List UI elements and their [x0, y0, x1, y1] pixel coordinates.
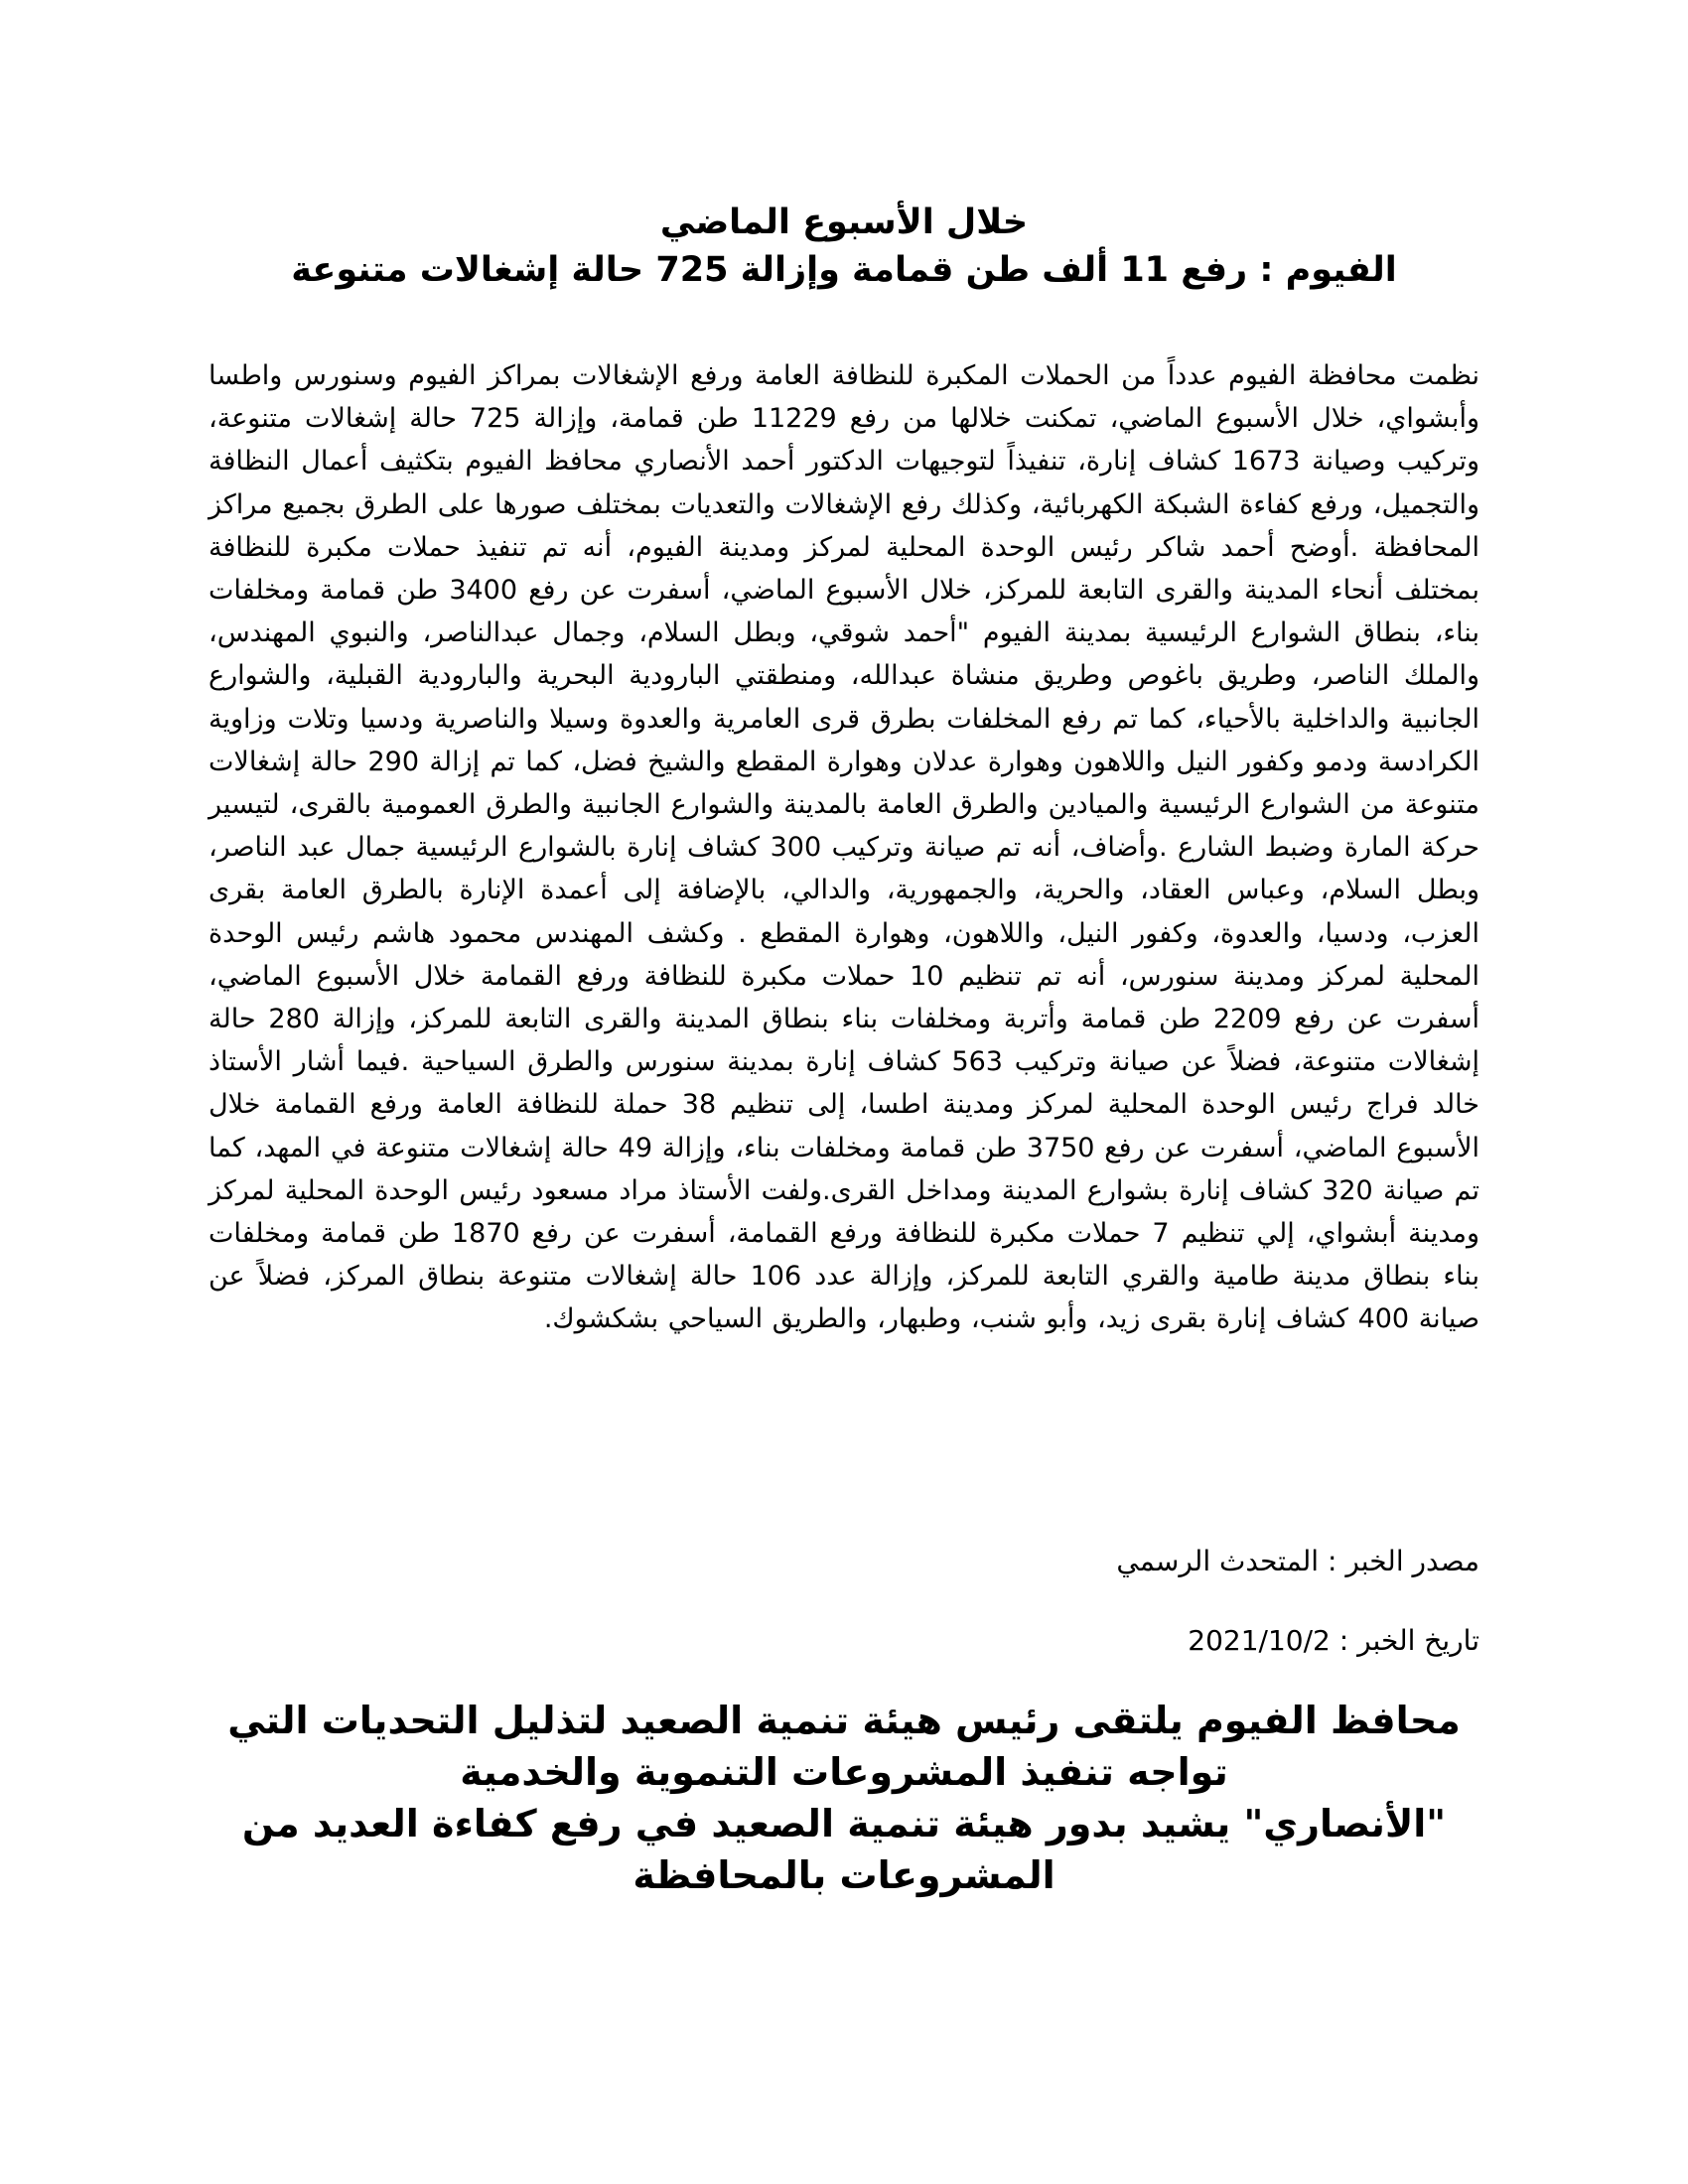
article-body: نظمت محافظة الفيوم عدداً من الحملات المكبرة للنظافة العامة ورفع الإشغالات بمراكز الفيوم وسنورس واطسا وأبشواي، خلال الأسبوع الماضي، تمكنت خلالها من رفع 11229 طن قمامة، وإزالة 725 حالة إشغالات متنوعة، وتركيب وصيانة 1673 كشاف إنارة، تنفيذاً لتوجيهات الدكتور أحمد الأنصاري محافظ الفيوم بتكثيف أعمال النظافة والتجميل، ورفع كفاءة الشبكة الكهربائية، وكذلك رفع الإشغالات والتعديات بمختلف صورها على الطرق بجميع مراكز المحافظة .أوضح أحمد شاكر رئيس الوحدة المحلية لمركز ومدينة الفيوم، أنه تم تنفيذ حملات مكبرة للنظافة بمختلف أنحاء المدينة والقرى التابعة للمركز، خلال الأسبوع الماضي، أسفرت عن رفع 3400 طن قمامة ومخلفات بناء، بنطاق الشوارع الرئيسية بمدينة الفيوم "أحمد شوقي، وبطل السلام، وجمال عبدالناصر، والنبوي المهندس، والملك الناصر، وطريق باغوص وطريق منشاة عبدالله، ومنطقتي البارودية البحرية والبارودية القبلية، والشوارع الجانبية والداخلية بالأحياء، كما تم رفع المخلفات بطرق قرى العامرية والعدوة وسيلا والناصرية ودسيا وتلات وزاوية الكرادسة ودمو وكفور النيل واللاهون وهوارة عدلان وهوارة المقطع والشيخ فضل، كما تم إزالة 290 حالة إشغالات متنوعة من الشوارع الرئيسية والميادين والطرق العامة بالمدينة والشوارع الجانبية والطرق العمومية بالقرى، لتيسير حركة المارة وضبط الشارع .وأضاف، أنه تم صيانة وتركيب 300 كشاف إنارة بالشوارع الرئيسية جمال عبد الناصر، وبطل السلام، وعباس العقاد، والحرية، والجمهورية، والدالي، بالإضافة إلى أعمدة الإنارة بالطرق العامة بقرى العزب، ودسيا، والعدوة، وكفور النيل، واللاهون، وهوارة المقطع . وكشف المهندس محمود هاشم رئيس الوحدة المحلية لمركز ومدينة سنورس، أنه تم تنظيم 10 حملات مكبرة للنظافة ورفع القمامة خلال الأسبوع الماضي، أسفرت عن رفع 2209 طن قمامة وأتربة ومخلفات بناء بنطاق المدينة والقرى التابعة للمركز، وإزالة 280 حالة إشغالات متنوعة، فضلاً عن صيانة وتركيب 563 كشاف إنارة بمدينة سنورس والطرق السياحية .فيما أشار الأستاذ خالد فراج رئيس الوحدة المحلية لمركز ومدينة اطسا، إلى تنظيم 38 حملة للنظافة العامة ورفع القمامة خلال الأسبوع الماضي، أسفرت عن رفع 3750 طن قمامة ومخلفات بناء، وإزالة 49 حالة إشغالات متنوعة في المهد، كما تم صيانة 320 كشاف إنارة بشوارع المدينة ومداخل القرى.ولفت الأستاذ مراد مسعود رئيس الوحدة المحلية لمركز ومدينة أبشواي، إلي تنظيم 7 حملات مكبرة للنظافة ورفع القمامة، أسفرت عن رفع 1870 طن قمامة ومخلفات بناء بنطاق مدينة طامية والقري التابعة للمركز، وإزالة عدد 106 حالة إشغالات متنوعة بنطاق المركز، فضلاً عن صيانة 400 كشاف إنارة بقرى زيد، وأبو شنب، وطبهار، والطريق السياحي بشكشوك.	[209, 360, 1479, 1335]
article-headline	[228, 199, 1460, 294]
headline-kicker: خلال الأسبوع الماضي	[659, 203, 1029, 242]
headline-title: الفيوم : رفع 11 ألف طن قمامة وإزالة 725 حالة إشغالات متنوعة	[291, 250, 1397, 290]
news-date: تاريخ الخبر : 2021/10/2	[1188, 1624, 1479, 1657]
second-article-headline	[199, 1695, 1489, 1901]
second-headline-subtitle: "الأنصاري" يشيد بدور هيئة تنمية الصعيد في رفع كفاءة العديد من المشروعات بالمحافظة	[241, 1802, 1447, 1897]
second-headline-title: محافظ الفيوم يلتقى رئيس هيئة تنمية الصعيد لتذليل التحديات التي تواجه تنفيذ المشروعات التنموية والخدمية	[227, 1699, 1461, 1794]
news-source: مصدر الخبر : المتحدث الرسمي	[1116, 1545, 1479, 1577]
